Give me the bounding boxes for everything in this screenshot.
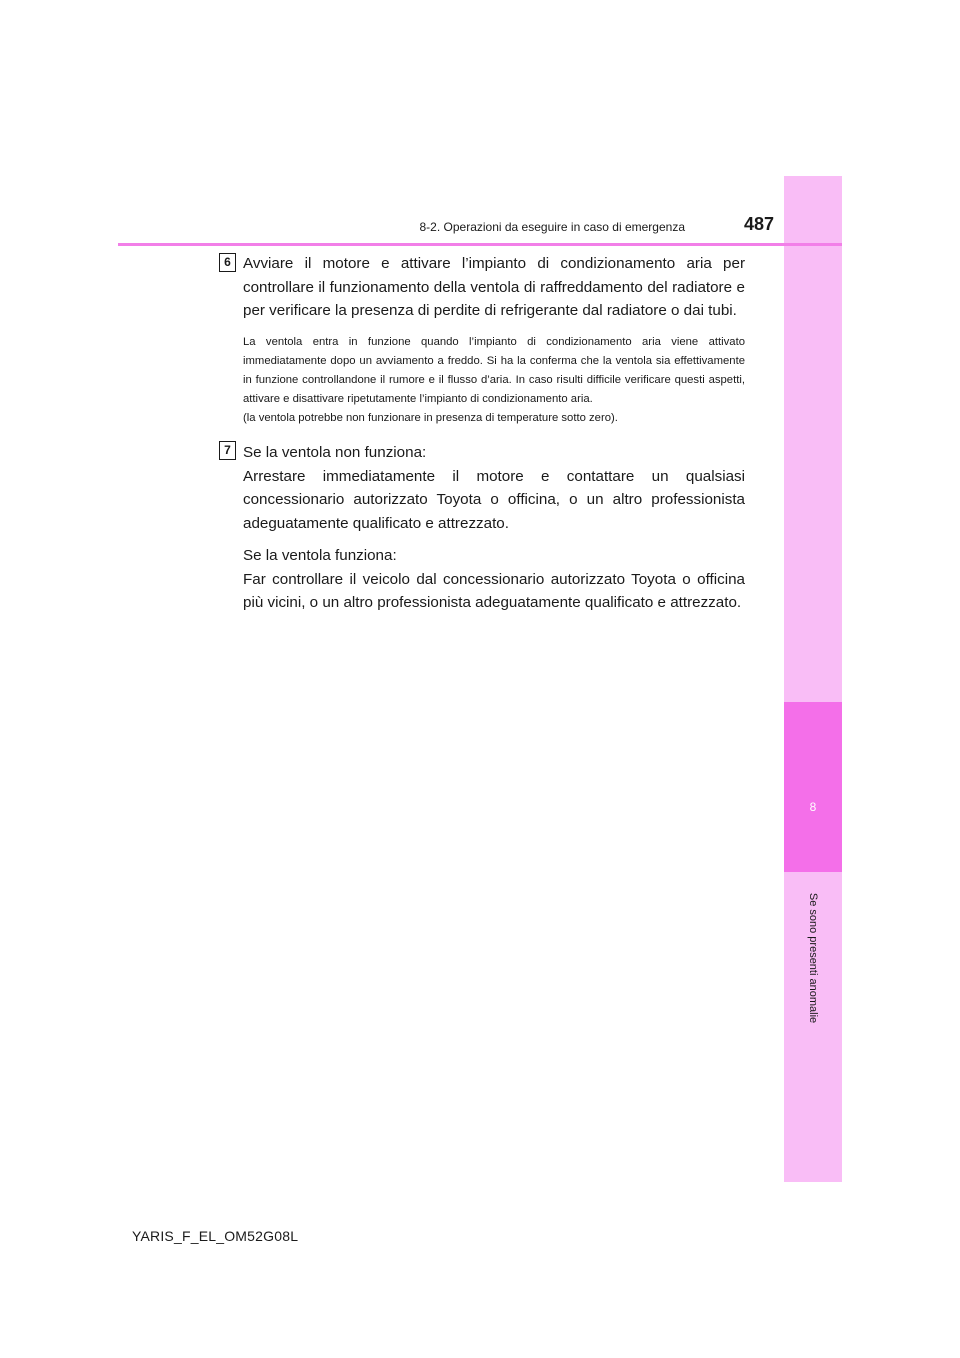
section-title: 8-2. Operazioni da eseguire in caso di emergenza [419, 220, 685, 234]
step-6-note: La ventola entra in funzione quando l’impianto di condizionamento aria viene attivato immediatamente dopo un avviamento a freddo. Si ha la conferma che la ventola sia effettivamente in funzione controllandone il rumore e il flusso d’aria. In caso risulti difficile verificare questi aspetti, attivare e disattivare ripetutamente l’impianto di condizionamento aria. [243, 335, 745, 405]
step-6-instruction: Avviare il motore e attivare l’impianto di condizionamento aria per controllare il funzionamento della ventola di raffreddamento del radiatore e per verificare la presenza di perdite di refrigerante dal radiatore o dai tubi. [243, 255, 745, 319]
chapter-title: Se sono presenti anomalie [807, 892, 819, 1024]
chapter-side-tab [784, 176, 842, 1182]
step-6-note-temperature: (la ventola potrebbe non funzionare in presenza di temperature sotto zero). [243, 411, 618, 424]
step-7-case-2-text: Far controllare il veicolo dal concessionario autorizzato Toyota o officina più vicini, o un altro professionista adeguatamente qualificato e attrezzato. [243, 570, 745, 611]
step-number-7: 7 [219, 441, 236, 460]
chapter-number: 8 [809, 800, 817, 814]
step-7-case-1-title: Se la ventola non funziona: [243, 444, 427, 461]
step-7-case-2-title: Se la ventola funziona: [243, 547, 397, 564]
chapter-number-tab [784, 702, 842, 872]
step-7-content [243, 441, 745, 615]
step-7-case-1-text: Arrestare immediatamente il motore e contattare un qualsiasi concessionario autorizzato Toyota o officina, o un altro professionista adeguatamente qualificato e attrezzato. [243, 467, 745, 532]
step-6-content [243, 252, 745, 428]
page-number: 487 [743, 214, 774, 234]
header-rule [118, 243, 842, 246]
document-code: YARIS_F_EL_OM52G08L [132, 1228, 299, 1244]
step-number-6: 6 [219, 253, 236, 272]
